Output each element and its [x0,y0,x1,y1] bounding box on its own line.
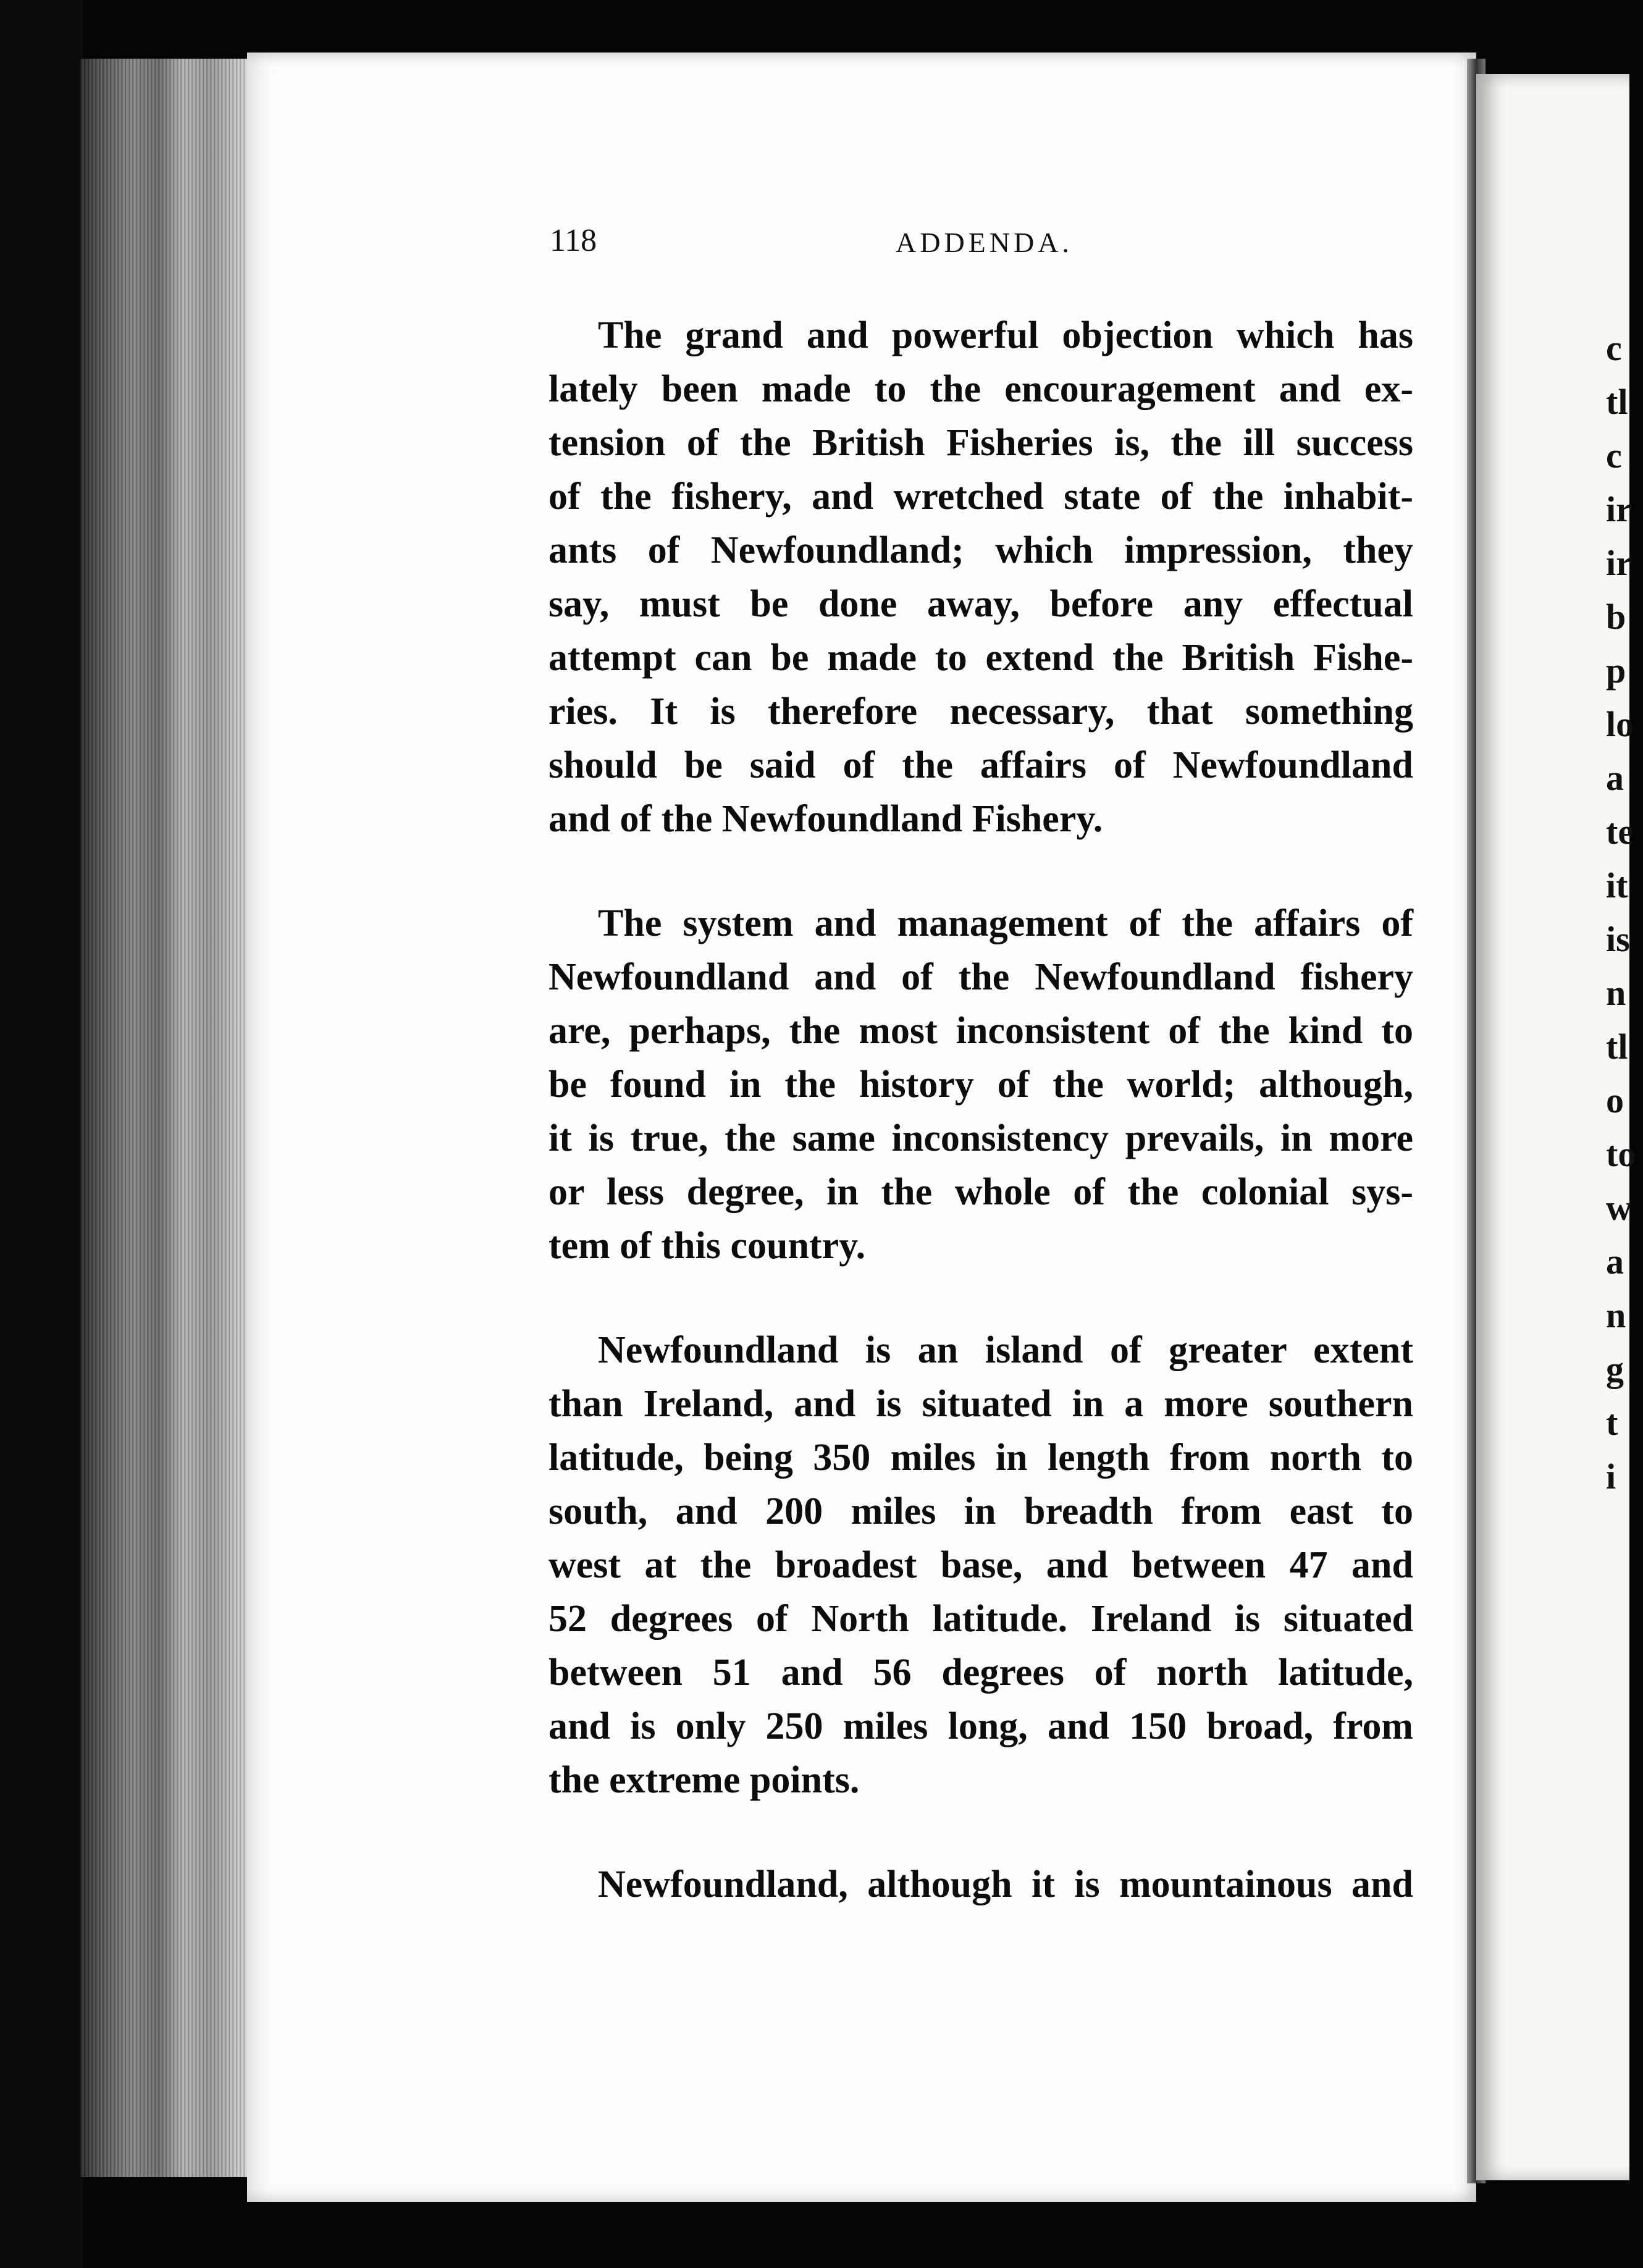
paragraph-3 [548,1324,1413,1807]
facing-page-fragment: p [1606,650,1626,691]
text-line: be found in the history of the world; although, [548,1064,1413,1106]
facing-page-fragment: it [1606,865,1628,905]
text-line: are, perhaps, the most inconsistent of the kind to [548,1010,1413,1052]
facing-page-fragment: te [1606,812,1634,852]
facing-page-fragment: o [1606,1080,1624,1120]
text-line: or less degree, in the whole of the colonial sys- [548,1171,1413,1213]
facing-page-fragment: ir [1606,489,1632,529]
text-line: The system and management of the affairs of [598,902,1413,944]
book-page-edges [80,59,253,2177]
facing-page-fragment: ir [1606,543,1632,583]
facing-page-fragment: to [1606,1134,1636,1174]
text-line: of the fishery, and wretched state of the inhabit- [548,476,1413,518]
facing-page-fragment: w [1606,1188,1632,1228]
facing-page-fragment: tl [1606,382,1628,422]
page-number: 118 [550,223,597,258]
text-line: than Ireland, and is situated in a more southern [548,1383,1413,1425]
paragraph-spacer [548,1807,1413,1858]
running-title: ADDENDA. [896,227,1073,258]
scan-background-left [0,0,83,2268]
text-line: ants of Newfoundland; which impression, they [548,529,1413,571]
text-line: it is true, the same inconsistency prevails, in more [548,1117,1413,1159]
paragraph-spacer [548,846,1413,897]
facing-page-fragment: a [1606,1241,1624,1282]
facing-page-fragment: lo [1606,704,1634,744]
text-line: 52 degrees of North latitude. Ireland is situated [548,1598,1413,1640]
body-text [548,309,1413,1912]
text-line: Newfoundland and of the Newfoundland fishery [548,956,1413,998]
facing-page-fragment: n [1606,1295,1626,1335]
paragraph-spacer [548,1273,1413,1324]
facing-page-text-fragments [1606,321,1643,1503]
facing-page-fragment: n [1606,973,1626,1013]
text-line: west at the broadest base, and between 47 and [548,1544,1413,1586]
facing-page-fragment: b [1606,597,1626,637]
text-line: south, and 200 miles in breadth from east to [548,1490,1413,1532]
text-line: and is only 250 miles long, and 150 broad, from [548,1705,1413,1747]
text-line: ries. It is therefore necessary, that something [548,691,1413,733]
facing-page-fragment: c [1606,435,1622,476]
text-line: Newfoundland is an island of greater extent [598,1329,1413,1371]
facing-page-fragment: c [1606,328,1622,368]
text-line: The grand and powerful objection which has [598,314,1413,356]
text-line: tem of this country. [548,1225,866,1267]
facing-page-fragment: a [1606,758,1624,798]
text-line: Newfoundland, although it is mountainous and [598,1863,1413,1905]
facing-page-fragment: tl [1606,1027,1628,1067]
text-line: between 51 and 56 degrees of north latitude, [548,1652,1413,1694]
facing-page-fragment: g [1606,1349,1624,1389]
text-line: attempt can be made to extend the British Fishe- [548,637,1413,679]
running-head [550,222,1414,272]
facing-page-fragment: is [1606,919,1630,959]
text-line: lately been made to the encouragement and ex- [548,368,1413,410]
facing-page-fragment: t [1606,1403,1618,1443]
paragraph-4 [548,1858,1413,1912]
text-line: and of the Newfoundland Fishery. [548,798,1103,840]
text-line: latitude, being 350 miles in length from north to [548,1437,1413,1479]
paragraph-1 [548,309,1413,846]
text-line: should be said of the affairs of Newfoundland [548,744,1413,786]
text-line: the extreme points. [548,1759,860,1801]
text-line: tension of the British Fisheries is, the ill success [548,422,1413,464]
text-line: say, must be done away, before any effectual [548,583,1413,625]
facing-page-fragment: i [1606,1456,1616,1497]
paragraph-2 [548,897,1413,1273]
